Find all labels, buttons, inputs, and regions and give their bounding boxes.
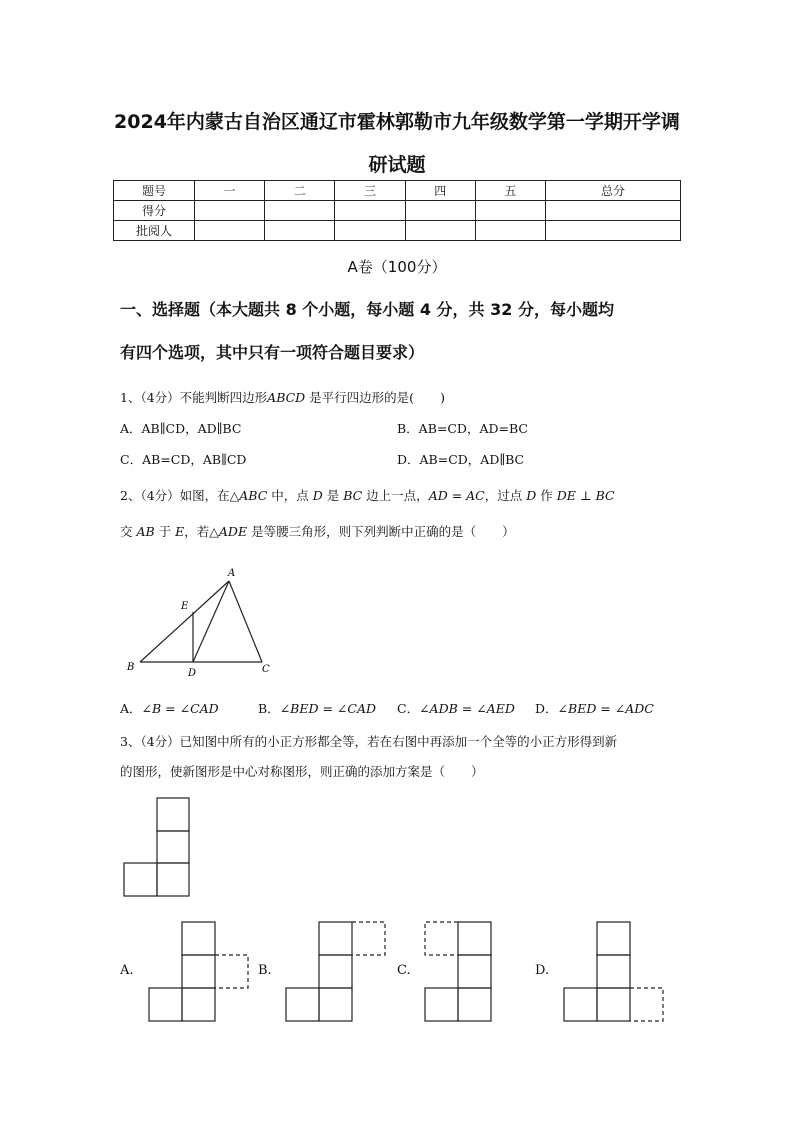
q2-math: DE ⊥ BC <box>556 488 615 503</box>
score-header-cell: 一 <box>195 181 265 201</box>
q2-text: ，若 <box>184 524 210 539</box>
q2-math: D <box>312 488 323 503</box>
q2-option-math: ∠BED = ∠ADC <box>557 701 654 716</box>
q1-stem-text: 是平行四边形的是( <box>305 390 415 405</box>
score-row-label: 得分 <box>114 201 195 221</box>
q2-option-math: ∠ADB = ∠AED <box>419 701 515 716</box>
score-header-cell: 总分 <box>546 181 681 201</box>
label-a: A <box>228 568 236 579</box>
label-c: C <box>262 664 270 675</box>
score-header-cell: 四 <box>405 181 475 201</box>
q3-option-d-label[interactable]: D. <box>535 963 550 978</box>
q1-stem-math: ABCD <box>267 390 306 405</box>
q1-stem-text: 1、（4分）不能判断四边形 <box>120 390 268 405</box>
q2-option-prefix: C． <box>397 701 420 716</box>
q1-stem-text: ) <box>440 390 445 405</box>
q3-option-a-label[interactable]: A. <box>120 963 134 978</box>
q2-text: 于 <box>154 524 176 539</box>
paper-title-line-2: 研试题 <box>368 154 426 176</box>
q2-option-prefix: D． <box>535 701 558 716</box>
score-header-cell: 题号 <box>114 181 195 201</box>
q2-math: D <box>526 488 537 503</box>
q3-original-shape <box>124 798 189 896</box>
q2-math: AB <box>136 524 155 539</box>
q3-text: ） <box>471 764 484 779</box>
q1-option-b[interactable]: B．AB=CD，AD=BC <box>397 421 528 436</box>
q1-option-c[interactable]: C．AB=CD，AB∥CD <box>120 452 247 467</box>
q2-text: 是 <box>322 488 344 503</box>
score-header-cell: 二 <box>265 181 335 201</box>
score-header-cell: 三 <box>335 181 405 201</box>
q3-option-c-label[interactable]: C. <box>397 963 411 978</box>
section-heading-line-1: 一、选择题（本大题共 8 个小题，每小题 4 分，共 32 分，每小题均 <box>120 300 614 319</box>
q2-option-prefix: A． <box>120 701 142 716</box>
q2-option-math: ∠B = ∠CAD <box>141 701 219 716</box>
q2-text: 是等腰三角形，则下列判断中正确的是（ <box>247 524 477 539</box>
q2-option-math: ∠BED = ∠CAD <box>279 701 377 716</box>
q1-option-d[interactable]: D．AB=CD，AD∥BC <box>397 452 525 467</box>
q2-text: 边上一点， <box>362 488 429 503</box>
q2-math: △ADE <box>209 524 248 539</box>
label-e: E <box>181 601 189 612</box>
q2-option-prefix: B． <box>258 701 280 716</box>
q2-text: 作 <box>536 488 557 503</box>
volume-subtitle: A卷（100分） <box>347 258 447 276</box>
q2-text: 交 <box>120 524 137 539</box>
q1-option-a[interactable]: A．AB∥CD，AD∥BC <box>120 421 242 436</box>
q2-math: BC <box>343 488 363 503</box>
q3-option-b-label[interactable]: B. <box>258 963 272 978</box>
q2-text: ，过点 <box>484 488 527 503</box>
q3-option-b-shape <box>286 922 385 1021</box>
q3-text: 的图形，使新图形是中心对称图形，则正确的添加方案是（ <box>120 764 446 779</box>
q2-text: 2、（4分）如图，在 <box>120 488 230 503</box>
section-heading-line-2: 有四个选项，其中只有一项符合题目要求） <box>120 343 425 362</box>
q2-math: AD = AC <box>428 488 485 503</box>
q2-math: △ABC <box>229 488 268 503</box>
q3-option-a-shape <box>149 922 248 1021</box>
q3-stem-line-1: 3、（4分）已知图中所有的小正方形都全等，若在右图中再添加一个全等的小正方形得到新 <box>120 734 618 749</box>
score-header-cell: 五 <box>475 181 545 201</box>
q2-math: E <box>175 524 185 539</box>
q2-text: 中，点 <box>267 488 313 503</box>
label-d: D <box>188 668 197 679</box>
reviewer-row-label: 批阅人 <box>114 221 195 241</box>
label-b: B <box>127 662 135 673</box>
q2-text: ） <box>502 524 515 539</box>
q3-option-c-shape <box>425 922 491 1021</box>
paper-title-line-1: 2024年内蒙古自治区通辽市霍林郭勒市九年级数学第一学期开学调 <box>114 111 680 133</box>
q3-option-d-shape <box>564 922 663 1021</box>
